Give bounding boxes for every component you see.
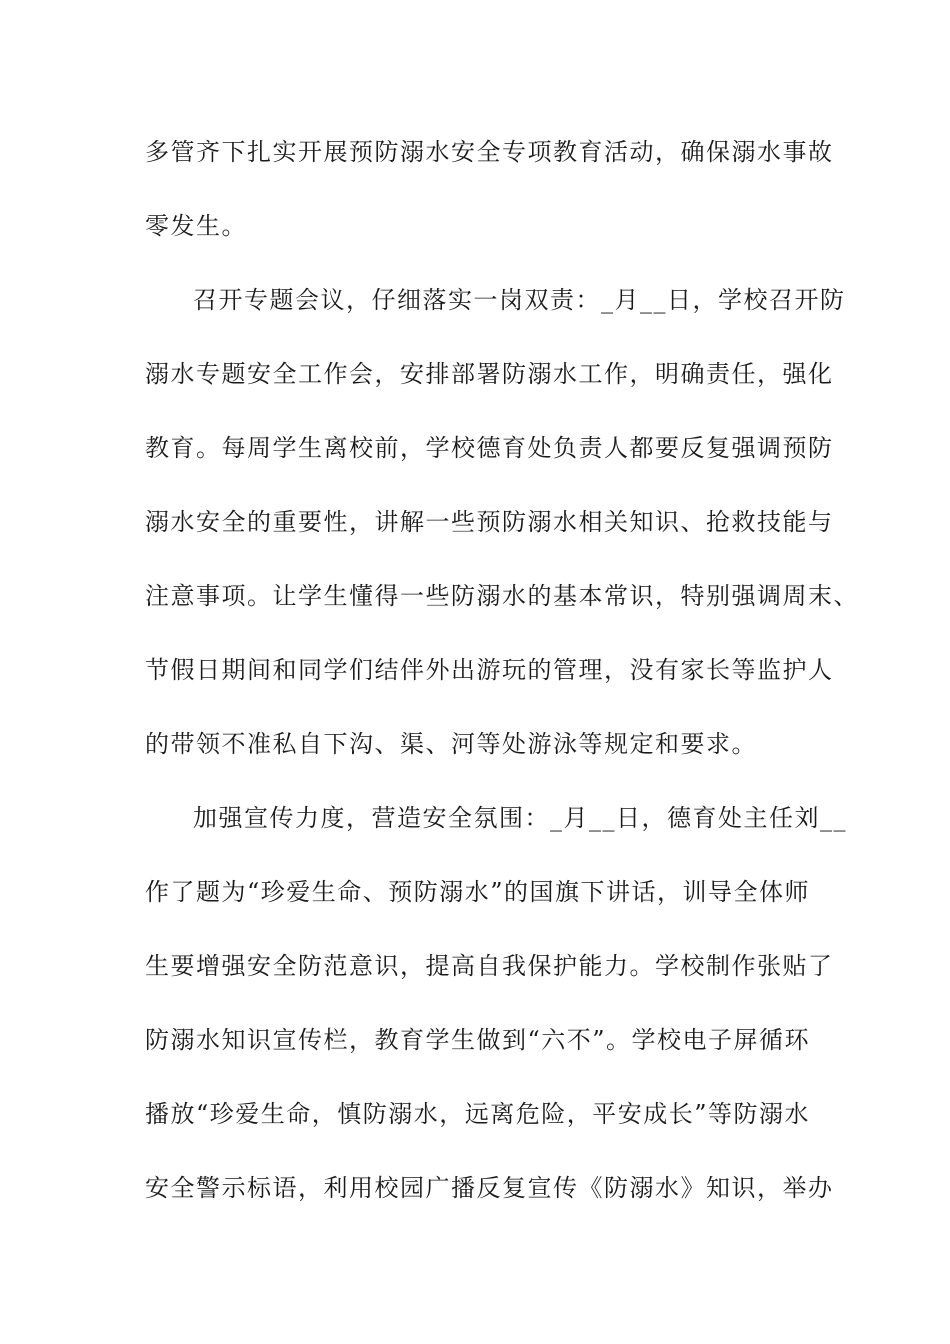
text-line: 溺水安全的重要性，讲解一些预防溺水相关知识、抢救技能与	[145, 508, 834, 536]
text-line: 注意事项。让学生懂得一些防溺水的基本常识，特别强调周末、	[145, 582, 859, 610]
text-line: 作了题为“珍爱生命、预防溺水”的国旗下讲话，训导全体师	[145, 878, 811, 906]
text-line: 防溺水知识宣传栏，教育学生做到“六不”。学校电子屏循环	[145, 1026, 811, 1054]
text-line: 教育。每周学生离校前，学校德育处负责人都要反复强调预防	[145, 434, 834, 462]
body-text	[145, 128, 859, 1238]
text-line: 节假日期间和同学们结伴外出游玩的管理，没有家长等监护人	[145, 656, 834, 684]
text-line: 零发生。	[145, 212, 247, 240]
text-line: 溺水专题安全工作会，安排部署防溺水工作，明确责任，强化	[145, 360, 834, 388]
text-line: 的带领不准私自下沟、渠、河等处游泳等规定和要求。	[145, 730, 757, 758]
paragraph-start-line: 加强宣传力度，营造安全氛围：_月__日，德育处主任刘__	[193, 804, 847, 832]
paragraph-start-line: 召开专题会议，仔细落实一岗双责：_月__日，学校召开防	[193, 286, 846, 314]
text-line: 多管齐下扎实开展预防溺水安全专项教育活动，确保溺水事故	[145, 138, 834, 166]
text-line: 生要增强安全防范意识，提高自我保护能力。学校制作张贴了	[145, 952, 834, 980]
text-line: 播放“珍爱生命，慎防溺水，远离危险，平安成长”等防溺水	[145, 1100, 811, 1128]
text-line: 安全警示标语，利用校园广播反复宣传《防溺水》知识，举办	[145, 1174, 834, 1202]
